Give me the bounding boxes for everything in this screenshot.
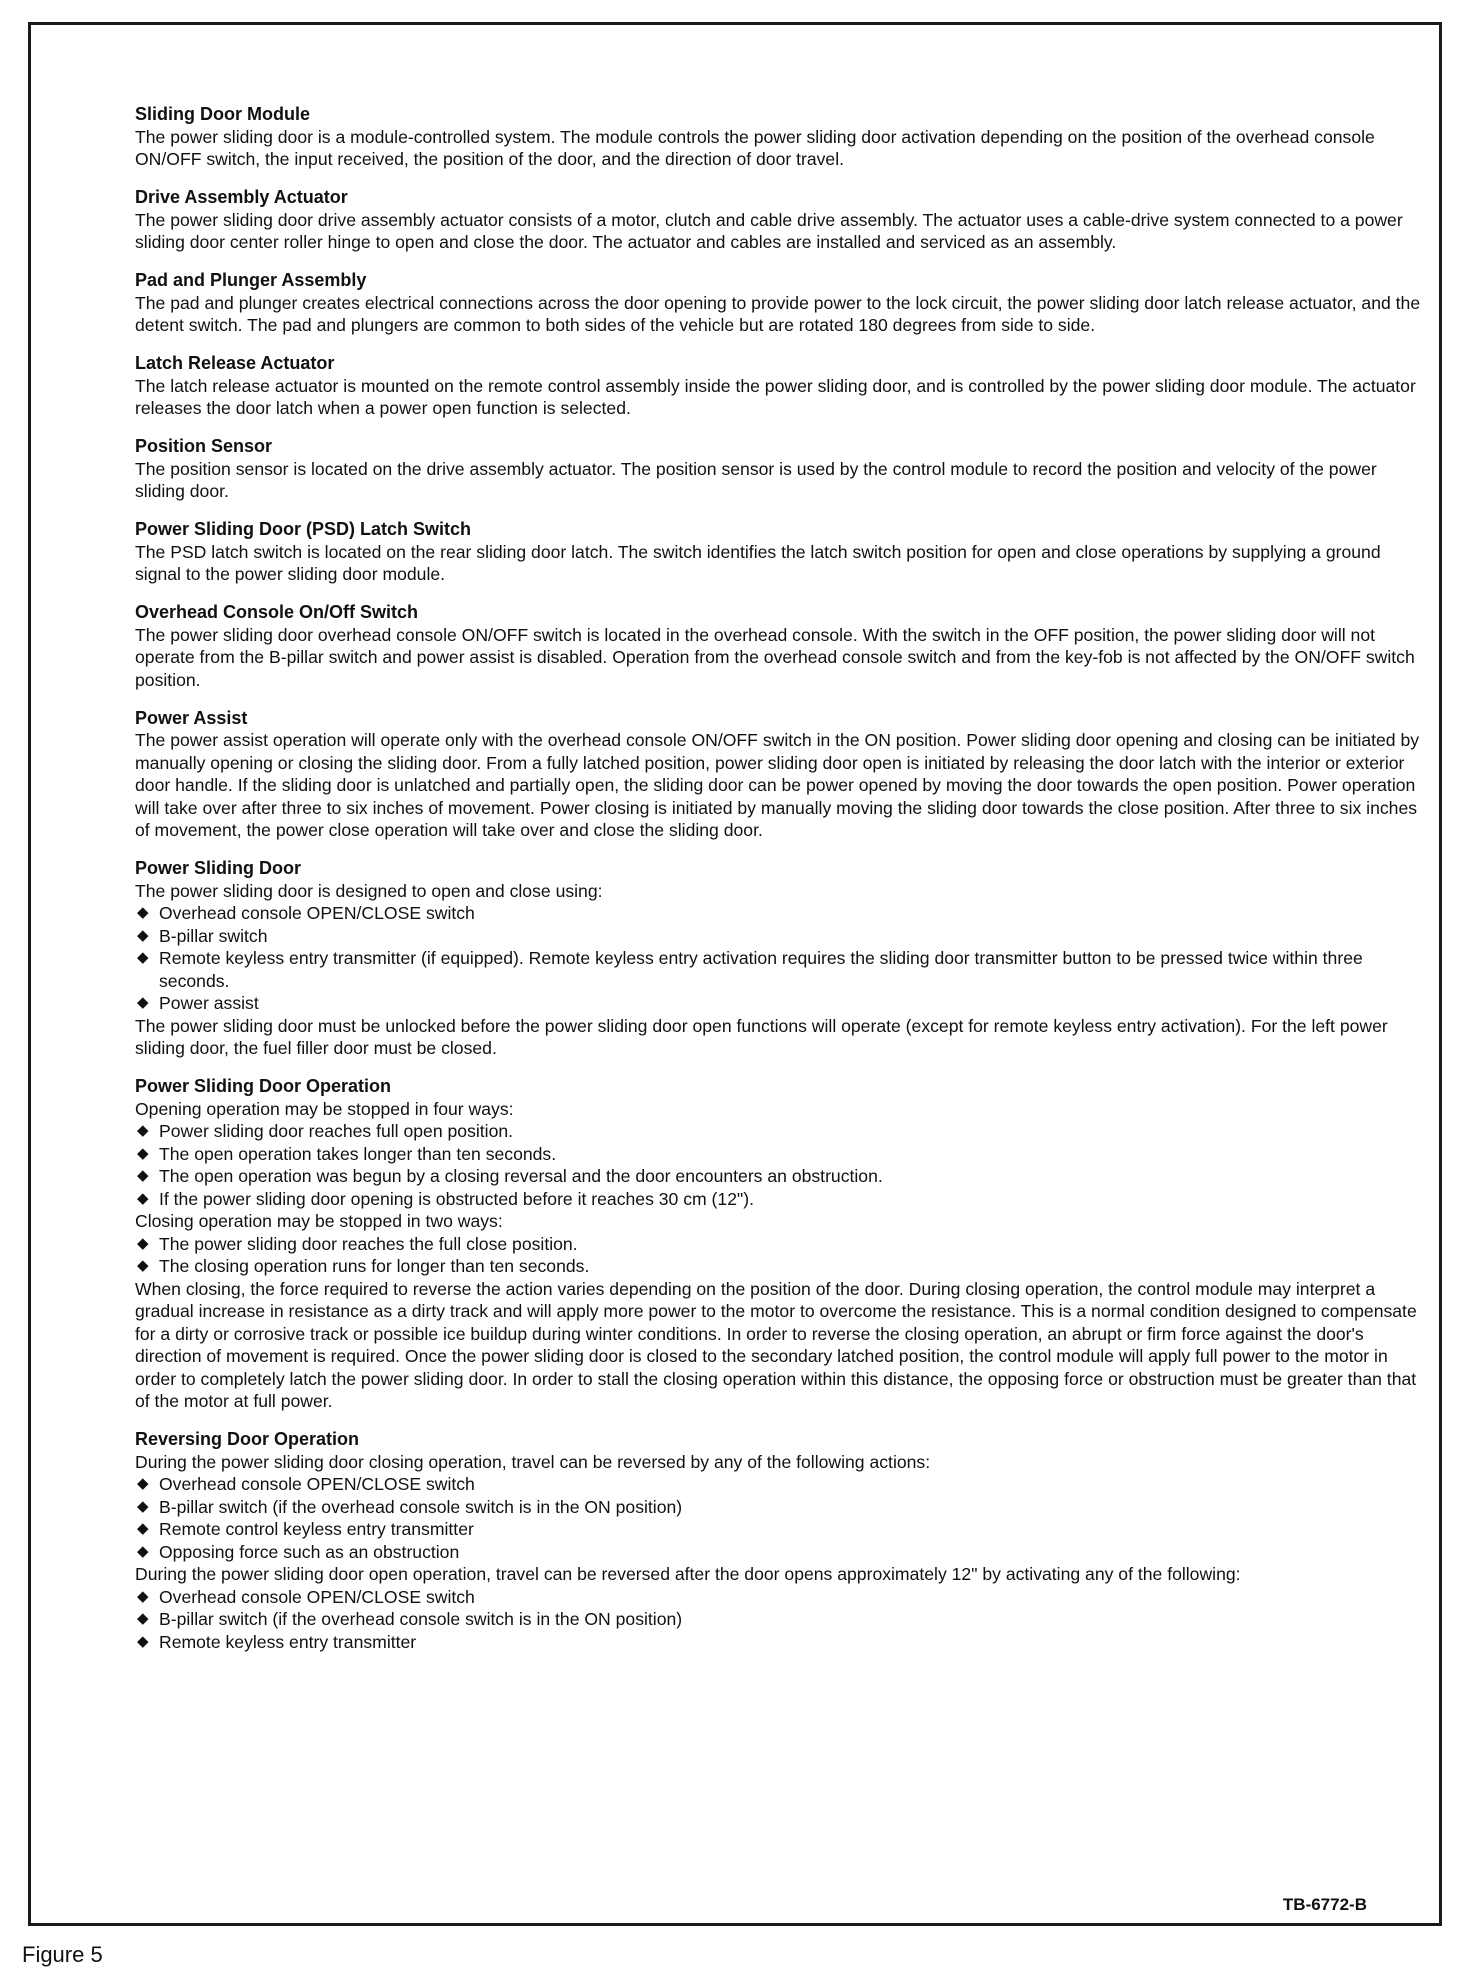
list-item-text: B-pillar switch (if the overhead console switch is in the ON position) <box>159 1496 683 1517</box>
list-item <box>135 1165 1425 1188</box>
list-item-text: Power sliding door reaches full open position. <box>159 1121 514 1141</box>
list-item <box>135 1518 1425 1541</box>
section <box>135 186 1425 254</box>
section-heading: Drive Assembly Actuator <box>135 187 348 207</box>
list-item-text: Remote control keyless entry transmitter <box>159 1519 474 1539</box>
paragraph: During the power sliding door open operation, travel can be reversed after the door opens approximately 12" by activating any of the following: <box>135 1564 1241 1584</box>
diamond-bullet-icon: ◆ <box>137 994 149 1011</box>
paragraph: The power sliding door is designed to open and close using: <box>135 880 603 901</box>
diamond-bullet-icon: ◆ <box>137 1610 149 1627</box>
list-item-text: Power assist <box>159 993 259 1013</box>
section <box>135 352 1425 420</box>
list-item <box>135 902 1425 925</box>
list-item <box>135 1188 1425 1211</box>
diamond-bullet-icon: ◆ <box>137 1167 149 1184</box>
section-heading: Reversing Door Operation <box>135 1429 360 1449</box>
paragraph: The position sensor is located on the drive assembly actuator. The position sensor is used by the control module to record the position and velocity of the power sliding door. <box>135 458 1377 501</box>
list-item <box>135 992 1425 1015</box>
bullet-list <box>135 1586 1425 1654</box>
bullet-list <box>135 1233 1425 1278</box>
paragraph: Opening operation may be stopped in four ways: <box>135 1098 514 1119</box>
diamond-bullet-icon: ◆ <box>137 1189 149 1207</box>
list-item <box>135 925 1425 948</box>
list-item-text: The power sliding door reaches the full close position. <box>159 1233 578 1254</box>
list-item <box>135 1255 1425 1278</box>
paragraph: The power sliding door drive assembly actuator consists of a motor, clutch and cable drive assembly. The actuator uses a cable-drive system connected to a power sliding door center roller hinge to open and close the door. The actuator and cables are installed and serviced as an assembly. <box>135 209 1403 252</box>
list-item-text: Opposing force such as an obstruction <box>159 1541 460 1562</box>
document-body <box>135 103 1425 1669</box>
list-item-text: Remote keyless entry transmitter (if equipped). Remote keyless entry activation requires the sliding door transmitter button to be pressed twice within three seconds. <box>159 948 1363 991</box>
section-heading: Power Sliding Door <box>135 858 302 878</box>
paragraph: The latch release actuator is mounted on the remote control assembly inside the power sliding door, and is controlled by the power sliding door module. The actuator releases the door latch when a power open function is selected. <box>135 375 1416 418</box>
diamond-bullet-icon: ◆ <box>137 1144 149 1162</box>
diamond-bullet-icon: ◆ <box>137 1234 149 1252</box>
list-item-text: Overhead console OPEN/CLOSE switch <box>159 1586 475 1607</box>
section-heading: Power Sliding Door (PSD) Latch Switch <box>135 519 472 539</box>
diamond-bullet-icon: ◆ <box>137 1587 149 1605</box>
diamond-bullet-icon: ◆ <box>137 1122 149 1139</box>
diamond-bullet-icon: ◆ <box>137 926 149 944</box>
paragraph: The power assist operation will operate only with the overhead console ON/OFF switch in the ON position. Power sliding door opening and closing can be initiated by manually opening or closing the sliding door. From a fully latched position, power sliding door open is initiated by releasing the door latch with the interior or exterior door handle. If the sliding door is unlatched and partially open, the sliding door can be power opened by moving the door towards the open position. Power operation will take over after three to six inches of movement. Power closing is initiated by manually moving the sliding door towards the close position. After three to six inches of movement, the power close operation will take over and close the sliding door. <box>135 730 1420 840</box>
bullet-list <box>135 1473 1425 1563</box>
diamond-bullet-icon: ◆ <box>137 1257 149 1274</box>
list-item-text: B-pillar switch <box>159 925 268 946</box>
list-item-text: Overhead console OPEN/CLOSE switch <box>159 903 475 923</box>
paragraph: Closing operation may be stopped in two ways: <box>135 1211 503 1231</box>
paragraph: The power sliding door must be unlocked before the power sliding door open functions will operate (except for remote keyless entry activation). For the left power sliding door, the fuel filler door must be closed. <box>135 1015 1388 1058</box>
diamond-bullet-icon: ◆ <box>137 1632 149 1650</box>
list-item <box>135 1496 1425 1519</box>
list-item <box>135 1608 1425 1631</box>
bullet-list <box>135 1120 1425 1210</box>
paragraph: The pad and plunger creates electrical connections across the door opening to provide power to the lock circuit, the power sliding door latch release actuator, and the detent switch. The pad and plungers are common to both sides of the vehicle but are rotated 180 degrees from side to side. <box>135 292 1421 335</box>
figure-caption: Figure 5 <box>22 1942 103 1967</box>
section-heading: Pad and Plunger Assembly <box>135 270 367 290</box>
section <box>135 103 1425 171</box>
section <box>135 1075 1425 1413</box>
list-item-text: Remote keyless entry transmitter <box>159 1631 417 1652</box>
section <box>135 435 1425 503</box>
list-item-text: B-pillar switch (if the overhead console switch is in the ON position) <box>159 1609 683 1629</box>
diamond-bullet-icon: ◆ <box>137 904 149 921</box>
list-item-text: The open operation takes longer than ten seconds. <box>159 1143 557 1164</box>
section <box>135 707 1425 842</box>
diamond-bullet-icon: ◆ <box>137 949 149 966</box>
section-heading: Sliding Door Module <box>135 104 310 124</box>
paragraph: When closing, the force required to reverse the action varies depending on the position of the door. During closing operation, the control module may interpret a gradual increase in resistance as a dirty track and will apply more power to the motor to overcome the resistance. This is a normal condition designed to compensate for a dirty or corrosive track or possible ice buildup during winter conditions. In order to reverse the closing operation, an abrupt or firm force against the door's direction of movement is required. Once the power sliding door is closed to the secondary latched position, the control module will apply full power to the motor in order to completely latch the power sliding door. In order to stall the closing operation within this distance, the opposing force or obstruction must be greater than that of the motor at full power. <box>135 1278 1417 1411</box>
bullet-list <box>135 902 1425 1015</box>
document-code: TB-6772-B <box>1282 1895 1367 1914</box>
section <box>135 601 1425 691</box>
section <box>135 1428 1425 1653</box>
list-item <box>135 1586 1425 1609</box>
section <box>135 518 1425 586</box>
section-heading: Power Assist <box>135 707 248 728</box>
section-heading: Latch Release Actuator <box>135 353 335 373</box>
paragraph: The PSD latch switch is located on the rear sliding door latch. The switch identifies the latch switch position for open and close operations by supplying a ground signal to the power sliding door module. <box>135 541 1381 584</box>
list-item <box>135 1233 1425 1256</box>
section-heading: Overhead Console On/Off Switch <box>135 602 419 622</box>
paragraph: The power sliding door overhead console ON/OFF switch is located in the overhead console. With the switch in the OFF position, the power sliding door will not operate from the B-pillar switch and power assist is disabled. Operation from the overhead console switch and from the key-fob is not affected by the ON/OFF switch position. <box>135 624 1415 690</box>
paragraph: The power sliding door is a module-controlled system. The module controls the power sliding door activation depending on the position of the overhead console ON/OFF switch, the input received, the position of the door, and the direction of door travel. <box>135 126 1375 169</box>
list-item <box>135 1120 1425 1143</box>
section <box>135 269 1425 337</box>
diamond-bullet-icon: ◆ <box>137 1520 149 1537</box>
document-frame <box>28 22 1442 1926</box>
diamond-bullet-icon: ◆ <box>137 1475 149 1492</box>
diamond-bullet-icon: ◆ <box>137 1542 149 1560</box>
diamond-bullet-icon: ◆ <box>137 1497 149 1515</box>
section-heading: Power Sliding Door Operation <box>135 1076 392 1096</box>
paragraph: During the power sliding door closing operation, travel can be reversed by any of the following actions: <box>135 1451 931 1472</box>
section-heading: Position Sensor <box>135 436 273 456</box>
list-item <box>135 1541 1425 1564</box>
list-item <box>135 1631 1425 1654</box>
list-item <box>135 947 1425 992</box>
list-item-text: The closing operation runs for longer than ten seconds. <box>159 1256 590 1276</box>
list-item-text: Overhead console OPEN/CLOSE switch <box>159 1474 475 1494</box>
section <box>135 857 1425 1060</box>
list-item <box>135 1143 1425 1166</box>
list-item-text: The open operation was begun by a closing reversal and the door encounters an obstruction. <box>159 1166 883 1186</box>
list-item <box>135 1473 1425 1496</box>
list-item-text: If the power sliding door opening is obstructed before it reaches 30 cm (12"). <box>159 1188 754 1209</box>
